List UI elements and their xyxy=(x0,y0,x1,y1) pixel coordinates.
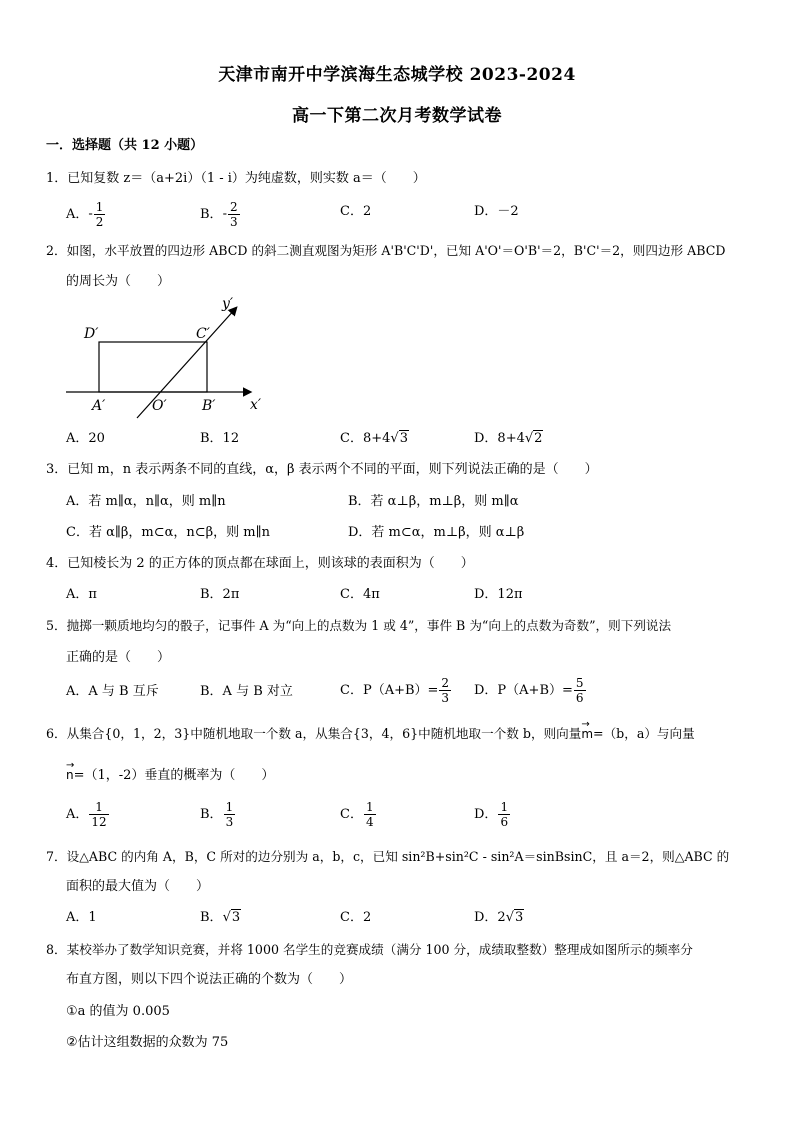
q5-c-fraction xyxy=(439,676,451,705)
q8-stem-line2: 布直方图，则以下四个说法正确的个数为（ ） xyxy=(66,972,353,987)
q8-s1-mark: ① xyxy=(66,1004,78,1019)
q4-stem: 4．已知棱长为 2 的正方体的顶点都在球面上，则该球的表面积为（ ） xyxy=(46,556,474,571)
q4-option-a: A．π xyxy=(66,587,97,602)
q2-stem-line1: 2．如图，水平放置的四边形 ABCD 的斜二测直观图为矩形 A'B'C'D'，已知 A'O'＝O'B'＝2，B'C'＝2，则四边形 ABCD xyxy=(46,243,726,258)
q1-b-num: 2 xyxy=(229,200,238,214)
q4-option-d: D．12π xyxy=(474,587,523,602)
q7-stem-line2: 面积的最大值为（ ） xyxy=(66,879,210,894)
q6-d-label: D． xyxy=(474,807,498,822)
q1-option-b xyxy=(200,200,241,229)
exam-title-line2: 高一下第二次月考数学试卷 xyxy=(292,106,502,126)
q1-a-den: 2 xyxy=(95,215,104,229)
q2-option-c xyxy=(340,430,409,448)
q2-d-sqrt: √2 xyxy=(524,431,543,446)
q6-c-den: 4 xyxy=(365,815,374,829)
q5-stem-line1: 5．抛掷一颗质地均匀的骰子，记事件 A 为“向上的点数为 1 或 4”，事件 B 为“向上的点数为奇数”，则下列说法 xyxy=(46,618,672,633)
q5-option-c xyxy=(340,676,452,705)
q5-stem-line2: 正确的是（ ） xyxy=(66,650,171,665)
q2-c-radicand: 3 xyxy=(399,431,408,446)
q5-c-num: 2 xyxy=(441,676,450,690)
q6-option-c xyxy=(340,800,377,829)
q2-option-b: B．12 xyxy=(200,431,240,446)
q8-s1-text: a 的值为 0.005 xyxy=(77,1004,170,1019)
q6-option-d xyxy=(474,800,511,829)
q4-option-c: C．4π xyxy=(340,587,380,602)
q1-option-a xyxy=(66,200,106,229)
q8-stem-line1: 8．某校举办了数学知识竞赛，并将 1000 名学生的竞赛成绩（满分 100 分，成绩取整数）整理成如图所示的频率分 xyxy=(46,942,693,957)
label-o: O′ xyxy=(152,398,167,414)
q6-b-num: 1 xyxy=(225,800,234,814)
q1-stem: 1．已知复数 z＝（a+2i）（1 - i）为纯虚数，则实数 a＝（ ） xyxy=(46,171,426,186)
q6-stem2-post: =（1，-2）垂直的概率为（ ） xyxy=(73,768,275,783)
q1-a-fraction xyxy=(94,200,106,229)
q3-option-c: C．若 α∥β，m⊂α，n⊂β，则 m∥n xyxy=(66,525,270,540)
rect-abcd xyxy=(99,342,207,392)
q1-option-c: C．2 xyxy=(340,204,372,219)
q7-d-sqrt: √3 xyxy=(505,910,524,925)
label-d: D′ xyxy=(84,326,99,342)
vector-n: → n xyxy=(66,766,74,784)
q5-d-den: 6 xyxy=(575,691,584,705)
q6-stem1-post: =（b，a）与向量 xyxy=(593,726,695,741)
q6-a-fraction xyxy=(89,800,108,829)
q5-d-pre: D．P（A+B）= xyxy=(474,683,573,698)
q5-option-a: A．A 与 B 互斥 xyxy=(66,684,159,699)
q6-c-fraction xyxy=(364,800,376,829)
q7-b-radicand: 3 xyxy=(231,910,241,925)
q5-c-pre: C．P（A+B）= xyxy=(340,683,439,698)
label-x: x′ xyxy=(250,397,262,413)
q2-option-a: A．20 xyxy=(66,431,105,446)
q3-stem: 3．已知 m，n 表示两条不同的直线，α，β 表示两个不同的平面，则下列说法正确的是（ ） xyxy=(46,462,598,477)
label-y: y′ xyxy=(222,296,234,312)
q6-b-label: B． xyxy=(200,807,223,822)
q6-option-a xyxy=(66,800,110,829)
q3-option-d: D．若 m⊂α，m⊥β，则 α⊥β xyxy=(348,525,525,540)
q2-stem-line2: 的周长为（ ） xyxy=(66,274,171,289)
q6-a-label: A． xyxy=(66,807,89,822)
q5-option-d xyxy=(474,676,587,705)
q2-oblique-figure xyxy=(60,292,280,422)
q1-option-d: D．－2 xyxy=(474,204,519,219)
q3-option-b: B．若 α⊥β，m⊥β，则 m∥α xyxy=(348,494,519,509)
q6-option-b xyxy=(200,800,236,829)
q6-stem-line1 xyxy=(46,725,695,743)
q7-option-a: A．1 xyxy=(66,910,97,925)
q2-d-pre: D．8+4 xyxy=(474,431,525,446)
q1-a-sign: - xyxy=(88,206,93,222)
q6-c-label: C． xyxy=(340,807,363,822)
q2-c-pre: C．8+4 xyxy=(340,431,391,446)
q7-stem-line1: 7．设△ABC 的内角 A，B，C 所对的边分别为 a，b，c，已知 sin²B+sin²C - sin²A＝sinBsinC，且 a＝2，则△ABC 的 xyxy=(46,849,730,864)
section-heading: 一．选择题（共 12 小题） xyxy=(46,138,204,153)
q6-a-num: 1 xyxy=(89,800,108,815)
q1-a-label: A． xyxy=(66,207,89,222)
q7-option-d xyxy=(474,909,524,927)
q7-b-sqrt: √3 xyxy=(222,910,241,925)
q8-statement-2 xyxy=(66,1034,228,1052)
vector-m: → m xyxy=(581,725,593,743)
q5-option-b: B．A 与 B 对立 xyxy=(200,684,293,699)
q2-d-radicand: 2 xyxy=(534,431,543,446)
q7-b-pre: B． xyxy=(200,910,223,925)
q1-b-den: 3 xyxy=(229,215,238,229)
q2-c-sqrt: √3 xyxy=(390,431,408,446)
q1-b-label: B． xyxy=(200,207,223,222)
q6-b-fraction xyxy=(224,800,236,829)
q6-stem1-pre: 6．从集合{0，1，2，3}中随机地取一个数 a，从集合{3，4，6}中随机地取一个数 b，则向量 xyxy=(46,726,582,741)
q8-s2-text: 估计这组数据的众数为 75 xyxy=(77,1035,229,1050)
q7-option-b xyxy=(200,909,241,927)
q7-option-c: C．2 xyxy=(340,910,372,925)
label-a: A′ xyxy=(92,398,106,414)
label-b: B′ xyxy=(202,398,216,414)
q8-s2-mark: ② xyxy=(66,1035,78,1050)
q5-d-fraction xyxy=(574,676,586,705)
q3-option-a: A．若 m∥α，n∥α，则 m∥n xyxy=(66,494,226,509)
exam-title-line1: 天津市南开中学滨海生态城学校 2023-2024 xyxy=(218,65,576,85)
q7-d-radicand: 3 xyxy=(515,910,524,925)
q4-option-b: B．2π xyxy=(200,587,240,602)
q6-c-num: 1 xyxy=(365,800,374,814)
q6-d-den: 6 xyxy=(500,815,509,829)
q6-d-num: 1 xyxy=(500,800,509,814)
q6-b-den: 3 xyxy=(225,815,234,829)
q6-a-den: 12 xyxy=(91,815,107,829)
q6-stem-line2 xyxy=(66,766,274,785)
q6-d-fraction xyxy=(498,800,510,829)
q5-d-num: 5 xyxy=(575,676,584,690)
q2-option-d xyxy=(474,430,543,448)
q1-b-fraction xyxy=(228,200,240,229)
q1-b-sign: - xyxy=(222,206,227,222)
q7-d-pre: D．2 xyxy=(474,910,506,925)
q5-c-den: 3 xyxy=(441,691,450,705)
label-c: C′ xyxy=(196,326,210,342)
q1-a-num: 1 xyxy=(95,200,104,214)
q8-statement-1 xyxy=(66,1003,170,1021)
